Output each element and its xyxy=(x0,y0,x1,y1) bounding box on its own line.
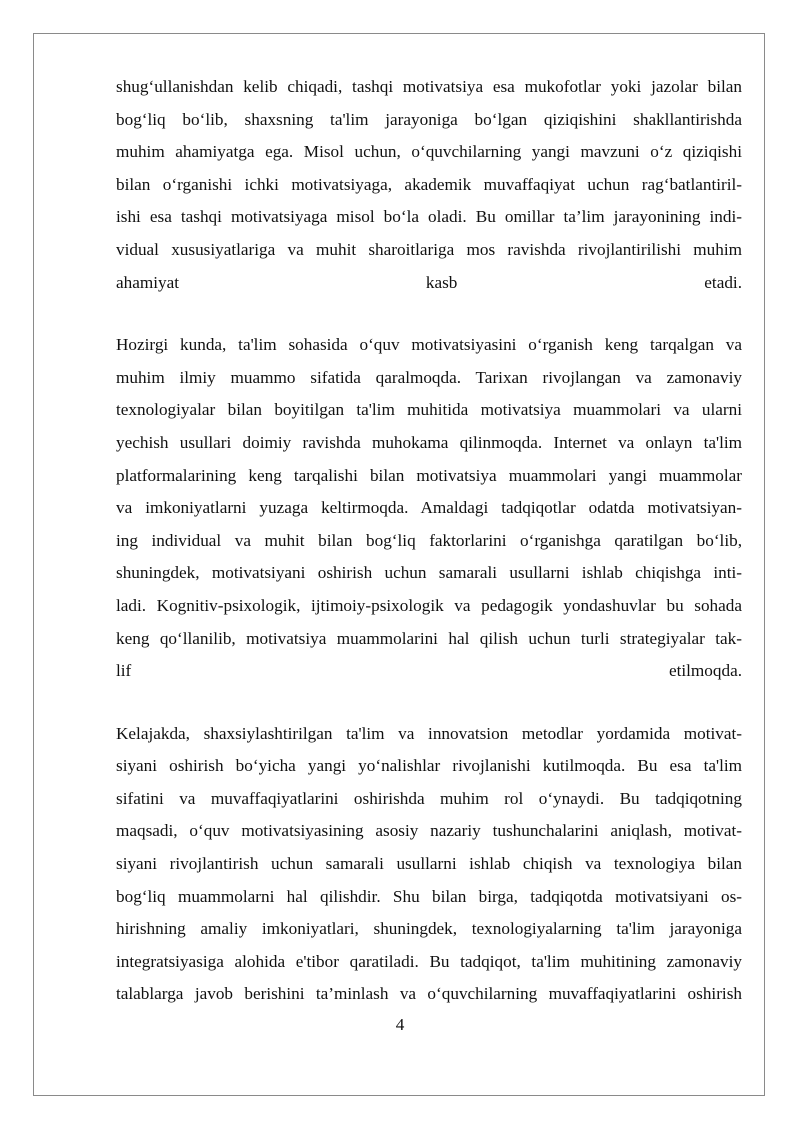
text-line: keng qo‘llanilib, motivatsiya muammolarini hal qilish uchun turli strategiyalar tak- xyxy=(116,628,742,648)
text-line: muhim ahamiyatga ega. Misol uchun, o‘quvchilarning yangi mavzuni o‘z qiziqishi xyxy=(116,142,742,162)
text-line: shuningdek, motivatsiyani oshirish uchun samarali usullarni ishlab chiqishga inti- xyxy=(116,563,742,583)
text-line: vidual xususiyatlariga va muhit sharoitlariga mos ravishda rivojlantirilishi muhim xyxy=(116,239,742,259)
paragraph-3 xyxy=(116,718,742,1011)
text-line: ing individual va muhit bilan bog‘liq faktorlarini o‘rganishga qaratilgan bo‘lib, xyxy=(116,530,742,550)
text-line: Kelajakda, shaxsiylashtirilgan ta'lim va innovatsion metodlar yordamida motivat- xyxy=(116,723,742,743)
paragraph-2 xyxy=(116,329,742,688)
text-line: bog‘liq muammolarni hal qilishdir. Shu bilan birga, tadqiqotda motivatsiyani os- xyxy=(116,886,742,906)
text-line: sifatini va muvaffaqiyatlarini oshirishda muhim rol o‘ynaydi. Bu tadqiqotning xyxy=(116,788,742,808)
text-line: ishi esa tashqi motivatsiyaga misol bo‘la oladi. Bu omillar ta’lim jarayonining indi- xyxy=(116,207,742,227)
page-number: 4 xyxy=(395,1015,405,1034)
text-line: bilan o‘rganishi ichki motivatsiyaga, akademik muvaffaqiyat uchun rag‘batlantiril- xyxy=(116,174,742,194)
text-line: ahamiyat kasb etadi. xyxy=(116,272,742,292)
text-line: platformalarining keng tarqalishi bilan motivatsiya muammolari yangi muammolar xyxy=(116,465,742,485)
text-line: muhim ilmiy muammo sifatida qaralmoqda. Tarixan rivojlangan va zamonaviy xyxy=(116,367,742,387)
paragraph-1 xyxy=(116,71,742,299)
text-line: yechish usullari doimiy ravishda muhokama qilinmoqda. Internet va onlayn ta'lim xyxy=(116,432,742,452)
text-line: maqsadi, o‘quv motivatsiyasining asosiy nazariy tushunchalarini aniqlash, motivat- xyxy=(116,821,742,841)
text-line: bog‘liq bo‘lib, shaxsning ta'lim jarayoniga bo‘lgan qiziqishini shakllantirishda xyxy=(116,109,742,129)
text-line: talablarga javob berishini ta’minlash va o‘quvchilarning muvaffaqiyatlarini oshirish xyxy=(116,984,742,1004)
text-line: lif etilmoqda. xyxy=(116,661,742,681)
text-line: integratsiyasiga alohida e'tibor qaratiladi. Bu tadqiqot, ta'lim muhitining zamonaviy xyxy=(116,951,742,971)
text-line: siyani rivojlantirish uchun samarali usullarni ishlab chiqish va texnologiya bilan xyxy=(116,854,742,874)
text-line: ladi. Kognitiv-psixologik, ijtimoiy-psixologik va pedagogik yondashuvlar bu sohada xyxy=(116,595,742,615)
document-body xyxy=(116,71,742,1011)
text-line: va imkoniyatlarni yuzaga keltirmoqda. Amaldagi tadqiqotlar odatda motivatsiyan- xyxy=(116,498,742,518)
text-line: hirishning amaliy imkoniyatlari, shuningdek, texnologiyalarning ta'lim jarayoniga xyxy=(116,919,742,939)
text-line: Hozirgi kunda, ta'lim sohasida o‘quv motivatsiyasini o‘rganish keng tarqalgan va xyxy=(116,335,742,355)
text-line: shug‘ullanishdan kelib chiqadi, tashqi motivatsiya esa mukofotlar yoki jazolar bilan xyxy=(116,77,742,96)
text-line: siyani oshirish bo‘yicha yangi yo‘nalishlar rivojlanishi kutilmoqda. Bu esa ta'lim xyxy=(116,756,742,776)
text-line: texnologiyalar bilan boyitilgan ta'lim muhitida motivatsiya muammolari va ularni xyxy=(116,400,742,420)
